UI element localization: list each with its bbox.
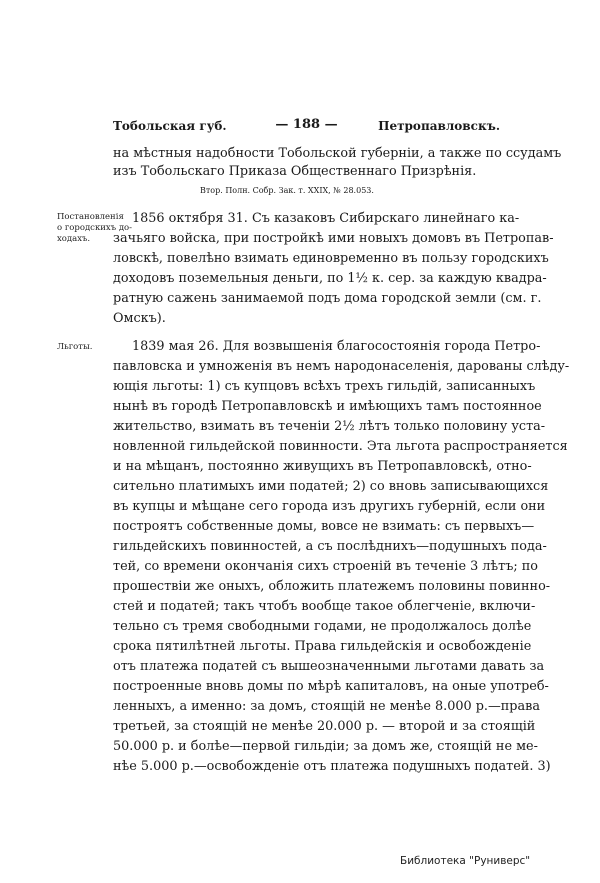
text-line: нѣе 5.000 р.—освобожденіе отъ платежа подушныхъ податей. 3) [113,759,551,774]
text-line: третьей, за стоящій не менѣе 20.000 р. — второй и за стоящій [113,719,536,734]
text-line: въ купцы и мѣщане сего города изъ другихъ губерній, если они [113,499,546,514]
citation-note: Втор. Полн. Собр. Зак. т. XXIX, № 28.053. [200,186,374,195]
text-line: жительство, взимать въ теченіи 2½ лѣтъ только половину уста- [113,419,546,434]
running-header [113,117,500,135]
margin-line: Льготы. [57,342,93,352]
header-city: Петропавловскъ. [378,119,500,133]
text-line: нынѣ въ городѣ Петропавловскѣ и имѣющихъ тамъ постоянное [113,399,542,414]
text-line: новленной гильдейской повинности. Эта льгота распространяется [113,439,568,454]
margin-line: ходахъ. [57,234,91,244]
text-line: гильдейскихъ повинностей, а съ послѣднихъ—подушныхъ пода- [113,539,547,554]
text-line: Омскъ). [113,311,166,326]
text-line: тей, со времени окончанія сихъ строеній въ теченіе 3 лѣтъ; по [113,559,538,574]
header-region: Тобольская губ. [113,119,227,133]
margin-note-privileges [57,342,92,353]
text-line: срока пятилѣтней льготы. Права гильдейскія и освобожденіе [113,639,532,654]
text-line: 1839 мая 26. Для возвышенія благосостоянія города Петро- [132,339,541,354]
text-line: тельно съ тремя свободными годами, не продолжалось долѣе [113,619,532,634]
text-line: прошествіи же оныхъ, обложить платежемъ половины повинно- [113,579,551,594]
text-line: построенные вновь домы по мѣрѣ капиталовъ, на оные употреб- [113,679,549,694]
text-line: ратную сажень занимаемой подъ дома городской земли (см. г. [113,291,542,306]
library-watermark: Библиотека "Руниверс" [400,855,531,867]
margin-line: о городскихъ до- [57,223,133,233]
text-line: ленныхъ, а именно: за домъ, стоящій не менѣе 8.000 р.—права [113,699,540,714]
text-line: павловска и умноженія въ немъ народонаселенія, дарованы слѣду- [113,359,570,374]
page-number: — 188 — [275,117,338,132]
text-line: стей и податей; такъ чтобъ вообще такое облегченіе, включи- [113,599,536,614]
text-line: на мѣстныя надобности Тобольской губерніи, а также по ссудамъ [113,146,562,161]
text-line: и на мѣщанъ, постоянно живущихъ въ Петропавловскѣ, отно- [113,459,532,474]
text-line: ющія льготы: 1) съ купцовъ всѣхъ трехъ гильдій, записанныхъ [113,379,536,394]
text-line: 1856 октября 31. Съ казаковъ Сибирскаго линейнаго ка- [132,211,520,226]
text-line: 50.000 р. и болѣе—первой гильдіи; за домъ же, стоящій не ме- [113,739,538,754]
text-line: изъ Тобольскаго Приказа Общественнаго Призрѣнія. [113,164,477,179]
text-line: сительно платимыхъ ими податей; 2) со вновь записывающихся [113,479,549,494]
text-line: ловскѣ, повелѣно взимать единовременно въ пользу городскихъ [113,251,549,266]
text-line: отъ платежа податей съ вышеозначенными льготами давать за [113,659,545,674]
text-line: доходовъ поземельныя деньги, по 1½ к. сер. за каждую квадра- [113,271,547,286]
text-line: зачьяго войска, при постройкѣ ими новыхъ домовъ въ Петропав- [113,231,554,246]
margin-line: Постановленія [57,212,124,222]
text-line: построятъ собственные домы, вовсе не взимать: съ первыхъ— [113,519,535,534]
